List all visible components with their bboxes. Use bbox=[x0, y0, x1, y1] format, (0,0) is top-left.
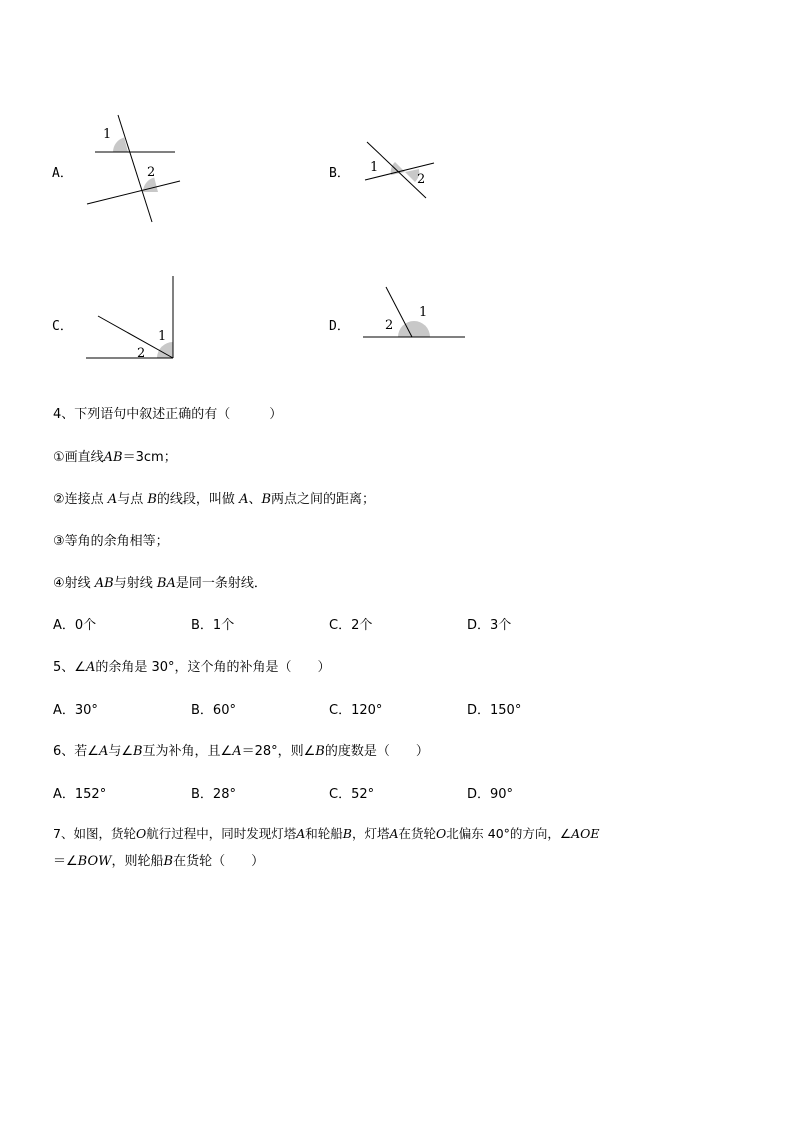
question-4-stem: 4、下列语句中叙述正确的有（ ） bbox=[53, 407, 283, 422]
var: B bbox=[147, 492, 157, 507]
text: 5、∠ bbox=[53, 660, 86, 675]
var: B bbox=[342, 826, 352, 841]
question-4-statement-4 bbox=[53, 572, 267, 591]
text: ②连接点 bbox=[53, 492, 104, 507]
label-1: 1 bbox=[370, 160, 379, 175]
option-b-letter: B． bbox=[329, 166, 350, 181]
question-5-stem bbox=[53, 656, 331, 675]
text: ①画直线 bbox=[53, 450, 104, 465]
text: 互为补角，且∠ bbox=[142, 744, 233, 759]
choice-a[interactable]: A．30° bbox=[53, 703, 98, 718]
text: 在货轮 bbox=[398, 826, 437, 841]
choice-c[interactable]: C．52° bbox=[329, 787, 375, 802]
text: ＝28°，则∠ bbox=[241, 744, 316, 759]
angle-shade bbox=[398, 321, 430, 337]
question-6-stem bbox=[53, 740, 429, 759]
var: BA bbox=[156, 576, 176, 591]
choice-b[interactable]: B．60° bbox=[191, 703, 236, 718]
label-2: 2 bbox=[147, 165, 156, 180]
question-7-line-1 bbox=[53, 824, 600, 842]
figure-b-intersecting-lines bbox=[360, 135, 440, 205]
choice-b[interactable]: B．28° bbox=[191, 787, 236, 802]
label-1: 1 bbox=[158, 329, 167, 344]
var: AOE bbox=[571, 826, 600, 841]
choice-d[interactable]: D．3个 bbox=[467, 618, 512, 633]
question-7-line-2 bbox=[53, 850, 264, 869]
var: A bbox=[296, 826, 306, 841]
text: 航行过程中，同时发现灯塔 bbox=[146, 826, 297, 841]
text: ，灯塔 bbox=[351, 826, 390, 841]
text: 、 bbox=[248, 492, 262, 507]
var: A bbox=[389, 826, 399, 841]
text: ＝3cm； bbox=[122, 450, 177, 465]
text: 6、若∠ bbox=[53, 744, 99, 759]
line-bottom bbox=[87, 181, 180, 204]
var: O bbox=[436, 826, 447, 841]
var: O bbox=[135, 826, 147, 841]
var: A bbox=[232, 744, 242, 759]
text: 是同一条射线． bbox=[175, 576, 267, 591]
label-2: 2 bbox=[137, 346, 146, 361]
text: 与点 bbox=[117, 492, 144, 507]
var: A bbox=[98, 744, 109, 759]
choice-d[interactable]: D．90° bbox=[467, 787, 514, 802]
text: 与∠ bbox=[108, 744, 133, 759]
text: 和轮船 bbox=[305, 826, 343, 841]
text: 在货轮（ ） bbox=[173, 854, 265, 869]
text: ，则轮船 bbox=[111, 854, 164, 869]
label-2: 2 bbox=[385, 318, 394, 333]
figure-a-parallel-lines bbox=[80, 110, 190, 230]
var: BOW bbox=[77, 854, 112, 869]
text: 的线段，叫做 bbox=[156, 492, 235, 507]
choice-a[interactable]: A．0个 bbox=[53, 618, 97, 633]
figure-d-adjacent-angles bbox=[360, 280, 470, 345]
text: ④射线 bbox=[53, 576, 91, 591]
var: AB bbox=[94, 576, 114, 591]
label-2: 2 bbox=[417, 172, 426, 187]
var: A bbox=[107, 492, 118, 507]
label-1: 1 bbox=[103, 127, 112, 142]
question-4-statement-2 bbox=[53, 488, 375, 507]
choice-c[interactable]: C．120° bbox=[329, 703, 383, 718]
var: A bbox=[239, 492, 249, 507]
label-1: 1 bbox=[419, 305, 428, 320]
text: ＝∠ bbox=[53, 854, 78, 869]
choice-b[interactable]: B．1个 bbox=[191, 618, 235, 633]
var: AB bbox=[103, 450, 123, 465]
var: B bbox=[163, 854, 174, 869]
question-4-statement-3: ③等角的余角相等； bbox=[53, 534, 169, 549]
choice-a[interactable]: A．152° bbox=[53, 787, 107, 802]
var: B bbox=[132, 744, 143, 759]
text: 与射线 bbox=[113, 576, 153, 591]
text: 北偏东 40°的方向，∠ bbox=[446, 826, 572, 841]
text: 7、如图，货轮 bbox=[53, 826, 136, 841]
var: B bbox=[315, 744, 325, 759]
option-c-letter: C． bbox=[52, 319, 73, 334]
figure-c-right-angle bbox=[84, 272, 184, 364]
choice-c[interactable]: C．2个 bbox=[329, 618, 373, 633]
choice-d[interactable]: D．150° bbox=[467, 703, 522, 718]
text: 两点之间的距离； bbox=[271, 492, 376, 507]
option-d-letter: D． bbox=[329, 319, 350, 334]
option-a-letter: A． bbox=[52, 166, 73, 181]
text: 的度数是（ ） bbox=[324, 744, 429, 759]
text: 的余角是 30°，这个角的补角是（ ） bbox=[95, 660, 331, 675]
var: A bbox=[85, 660, 96, 675]
var: B bbox=[261, 492, 272, 507]
question-4-statement-1 bbox=[53, 446, 177, 465]
